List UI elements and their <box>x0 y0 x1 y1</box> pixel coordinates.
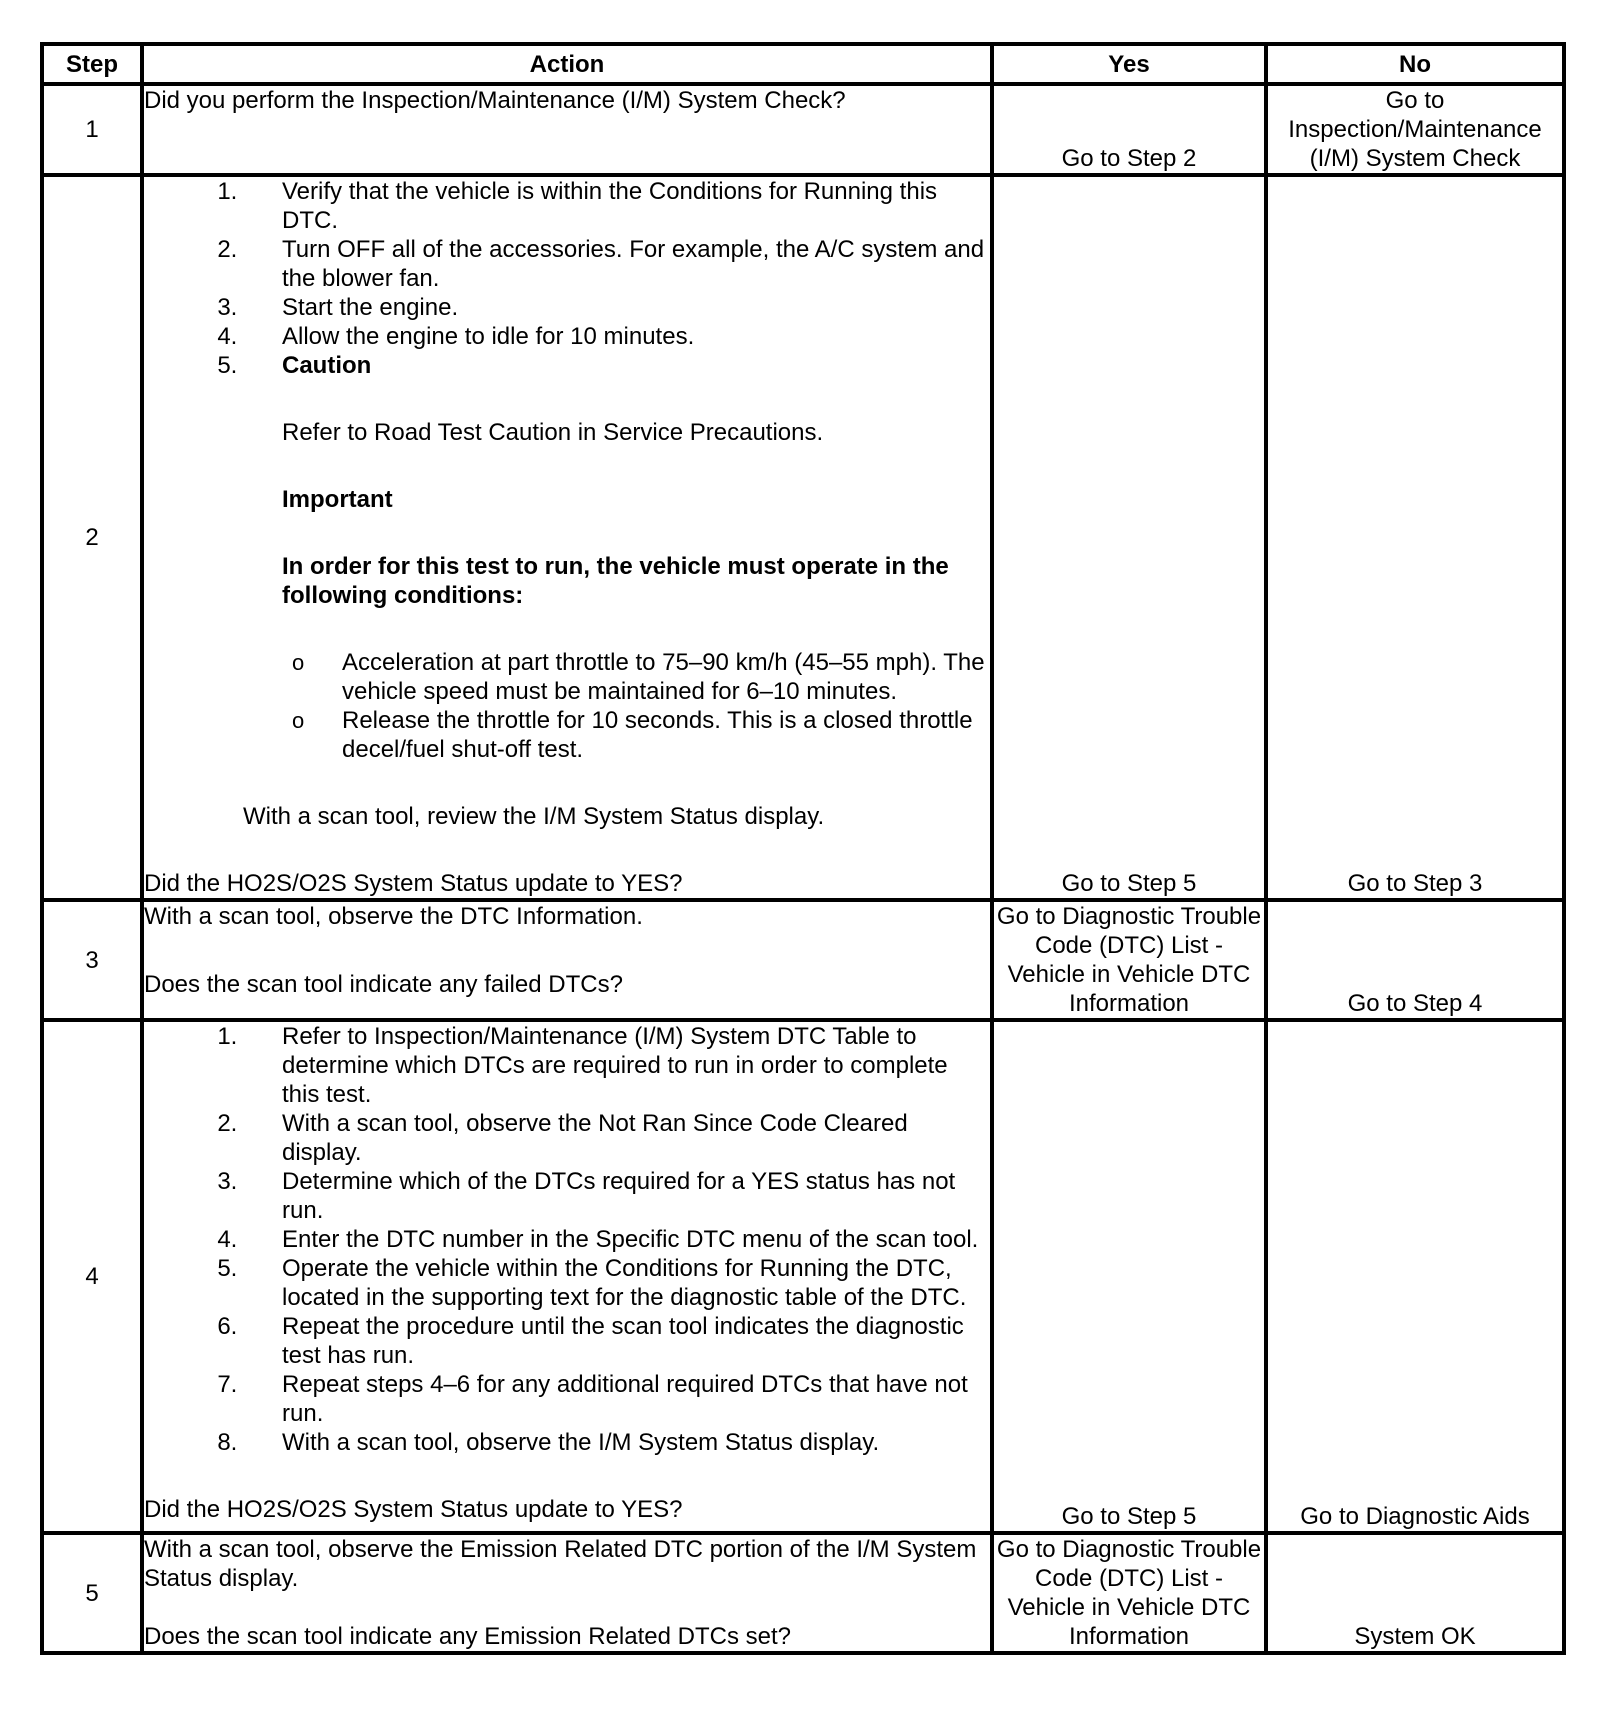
important-label: Important <box>282 486 393 513</box>
table-row <box>42 1533 1564 1653</box>
instruction-text: With a scan tool, observe the DTC Information. <box>144 903 643 930</box>
action-cell <box>142 1020 992 1533</box>
yes-result: Go to Step 5 <box>992 1020 1266 1533</box>
step-number: 3 <box>42 900 142 1020</box>
header-action: Action <box>142 44 992 84</box>
yes-result: Go to Step 2 <box>992 84 1266 175</box>
question-text: Did the HO2S/O2S System Status update to YES? <box>144 870 683 897</box>
no-result: Go to Step 4 <box>1266 900 1564 1020</box>
no-result: Go to Diagnostic Aids <box>1266 1020 1564 1533</box>
action-cell <box>142 1533 992 1653</box>
caution-text: Refer to Road Test Caution in Service Precautions. <box>282 419 824 446</box>
header-yes: Yes <box>992 44 1266 84</box>
table-row <box>42 900 1564 1020</box>
diagnostic-table <box>40 42 1566 1655</box>
question-text: Does the scan tool indicate any Emission Related DTCs set? <box>144 1623 791 1650</box>
question-text: Does the scan tool indicate any failed DTCs? <box>144 971 623 998</box>
procedure-item: 3. Start the engine. <box>244 293 990 322</box>
header-step: Step <box>42 44 142 84</box>
header-no: No <box>1266 44 1564 84</box>
step-number: 2 <box>42 175 142 900</box>
procedure-item: 2. Turn OFF all of the accessories. For example, the A/C system and the blower fan. <box>244 235 990 293</box>
action-cell <box>142 175 992 900</box>
procedure-item: 3. Determine which of the DTCs required for a YES status has not run. <box>244 1167 990 1225</box>
no-result: Go to Step 3 <box>1266 175 1564 900</box>
procedure-item: 4. Allow the engine to idle for 10 minutes. <box>244 322 990 351</box>
procedure-item: 1. Verify that the vehicle is within the Conditions for Running this DTC. <box>244 177 990 235</box>
no-result: System OK <box>1266 1533 1564 1653</box>
procedure-item-caution <box>244 351 990 610</box>
procedure-item: 5. Operate the vehicle within the Conditions for Running the DTC, located in the supporting text for the diagnostic table of the DTC. <box>244 1254 990 1312</box>
action-cell <box>142 84 992 175</box>
important-text: In order for this test to run, the vehicle must operate in the following conditions: <box>282 553 949 609</box>
yes-result: Go to Diagnostic Trouble Code (DTC) List - Vehicle in Vehicle DTC Information <box>992 900 1266 1020</box>
after-text: With a scan tool, review the I/M System Status display. <box>243 803 825 830</box>
procedure-item: 7. Repeat steps 4–6 for any additional required DTCs that have not run. <box>244 1370 990 1428</box>
question-text: Did you perform the Inspection/Maintenance (I/M) System Check? <box>144 87 846 114</box>
table-row <box>42 84 1564 175</box>
procedure-item: 1. Refer to Inspection/Maintenance (I/M) System DTC Table to determine which DTCs are required to run in order to complete this test. <box>244 1022 990 1109</box>
step-number: 5 <box>42 1533 142 1653</box>
step-number: 1 <box>42 84 142 175</box>
no-result: Go to Inspection/Maintenance (I/M) System Check <box>1266 84 1564 175</box>
yes-result: Go to Step 5 <box>992 175 1266 900</box>
table-row <box>42 175 1564 900</box>
yes-result: Go to Diagnostic Trouble Code (DTC) List - Vehicle in Vehicle DTC Information <box>992 1533 1266 1653</box>
procedure-item: 4. Enter the DTC number in the Specific DTC menu of the scan tool. <box>244 1225 990 1254</box>
procedure-item: 8. With a scan tool, observe the I/M System Status display. <box>244 1428 990 1457</box>
header-row <box>42 44 1564 84</box>
procedure-item: 2. With a scan tool, observe the Not Ran Since Code Cleared display. <box>244 1109 990 1167</box>
instruction-text: With a scan tool, observe the Emission Related DTC portion of the I/M System Status display. <box>144 1536 977 1592</box>
action-cell <box>142 900 992 1020</box>
procedure-list <box>144 1022 990 1457</box>
condition-list <box>144 648 990 764</box>
caution-label: Caution <box>282 352 372 379</box>
condition-item: o Acceleration at part throttle to 75–90 km/h (45–55 mph). The vehicle speed must be maintained for 6–10 minutes. <box>292 649 985 705</box>
table-row <box>42 1020 1564 1533</box>
procedure-list <box>144 177 990 610</box>
procedure-item: 6. Repeat the procedure until the scan tool indicates the diagnostic test has run. <box>244 1312 990 1370</box>
question-text: Did the HO2S/O2S System Status update to YES? <box>144 1496 683 1523</box>
step-number: 4 <box>42 1020 142 1533</box>
condition-item: o Release the throttle for 10 seconds. This is a closed throttle decel/fuel shut-off test. <box>292 707 973 763</box>
